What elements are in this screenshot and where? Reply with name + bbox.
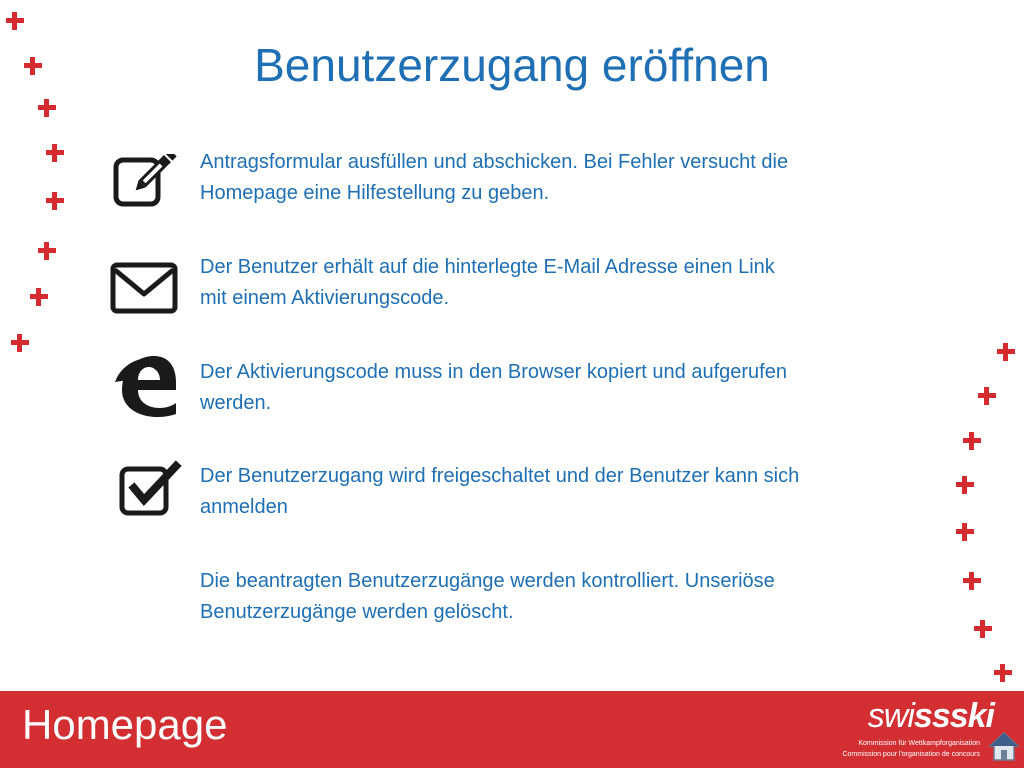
org-name-fr: Commission pour l'organisation de concours bbox=[842, 751, 980, 758]
list-item bbox=[200, 566, 920, 628]
swiss-cross-decoration bbox=[9, 332, 31, 354]
org-name-de: Kommission für Wettkampforganisation bbox=[858, 740, 980, 747]
footer-bar bbox=[0, 691, 1024, 768]
swiss-cross-decoration bbox=[972, 618, 994, 640]
list-item bbox=[200, 461, 920, 523]
swiss-cross-decoration bbox=[995, 341, 1017, 363]
list-item bbox=[200, 147, 920, 209]
swiss-cross-decoration bbox=[28, 286, 50, 308]
item-line: Der Aktivierungscode muss in den Browser kopiert und aufgerufen bbox=[200, 361, 787, 383]
swiss-cross-decoration bbox=[44, 190, 66, 212]
list-item bbox=[200, 357, 920, 419]
item-line: mit einem Aktivierungscode. bbox=[200, 287, 450, 309]
edge-browser-icon bbox=[114, 350, 178, 418]
slide-title: Benutzerzugang eröffnen bbox=[254, 39, 770, 91]
footer-title: Homepage bbox=[22, 701, 228, 748]
swiss-cross-decoration bbox=[44, 142, 66, 164]
swiss-cross-decoration bbox=[4, 10, 26, 32]
envelope-icon bbox=[110, 262, 178, 314]
swiss-cross-decoration bbox=[36, 97, 58, 119]
item-line: Die beantragten Benutzerzugänge werden kontrolliert. Unseriöse bbox=[200, 570, 775, 592]
item-line: Antragsformular ausfüllen und abschicken. Bei Fehler versucht die bbox=[200, 151, 789, 173]
swiss-cross-decoration bbox=[992, 662, 1014, 684]
list-item bbox=[200, 252, 920, 314]
swiss-cross-decoration bbox=[22, 55, 44, 77]
checkbox-checked-icon bbox=[118, 460, 184, 518]
swiss-cross-decoration bbox=[954, 521, 976, 543]
edit-icon bbox=[112, 154, 182, 210]
swiss-cross-decoration bbox=[976, 385, 998, 407]
swiss-cross-decoration bbox=[961, 430, 983, 452]
item-line: Der Benutzer erhält auf die hinterlegte E-Mail Adresse einen Link bbox=[200, 256, 775, 278]
item-line: anmelden bbox=[200, 496, 288, 518]
swiss-cross-decoration bbox=[36, 240, 58, 262]
item-line: werden. bbox=[200, 392, 272, 414]
swiss-cross-decoration bbox=[961, 570, 983, 592]
swiss-cross-decoration bbox=[954, 474, 976, 496]
item-line: Homepage eine Hilfestellung zu geben. bbox=[200, 182, 550, 204]
home-icon[interactable] bbox=[988, 731, 1020, 763]
item-line: Der Benutzerzugang wird freigeschaltet und der Benutzer kann sich bbox=[200, 465, 800, 487]
item-line: Benutzerzugänge werden gelöscht. bbox=[200, 601, 514, 623]
swissski-logo: swissski bbox=[867, 697, 994, 735]
